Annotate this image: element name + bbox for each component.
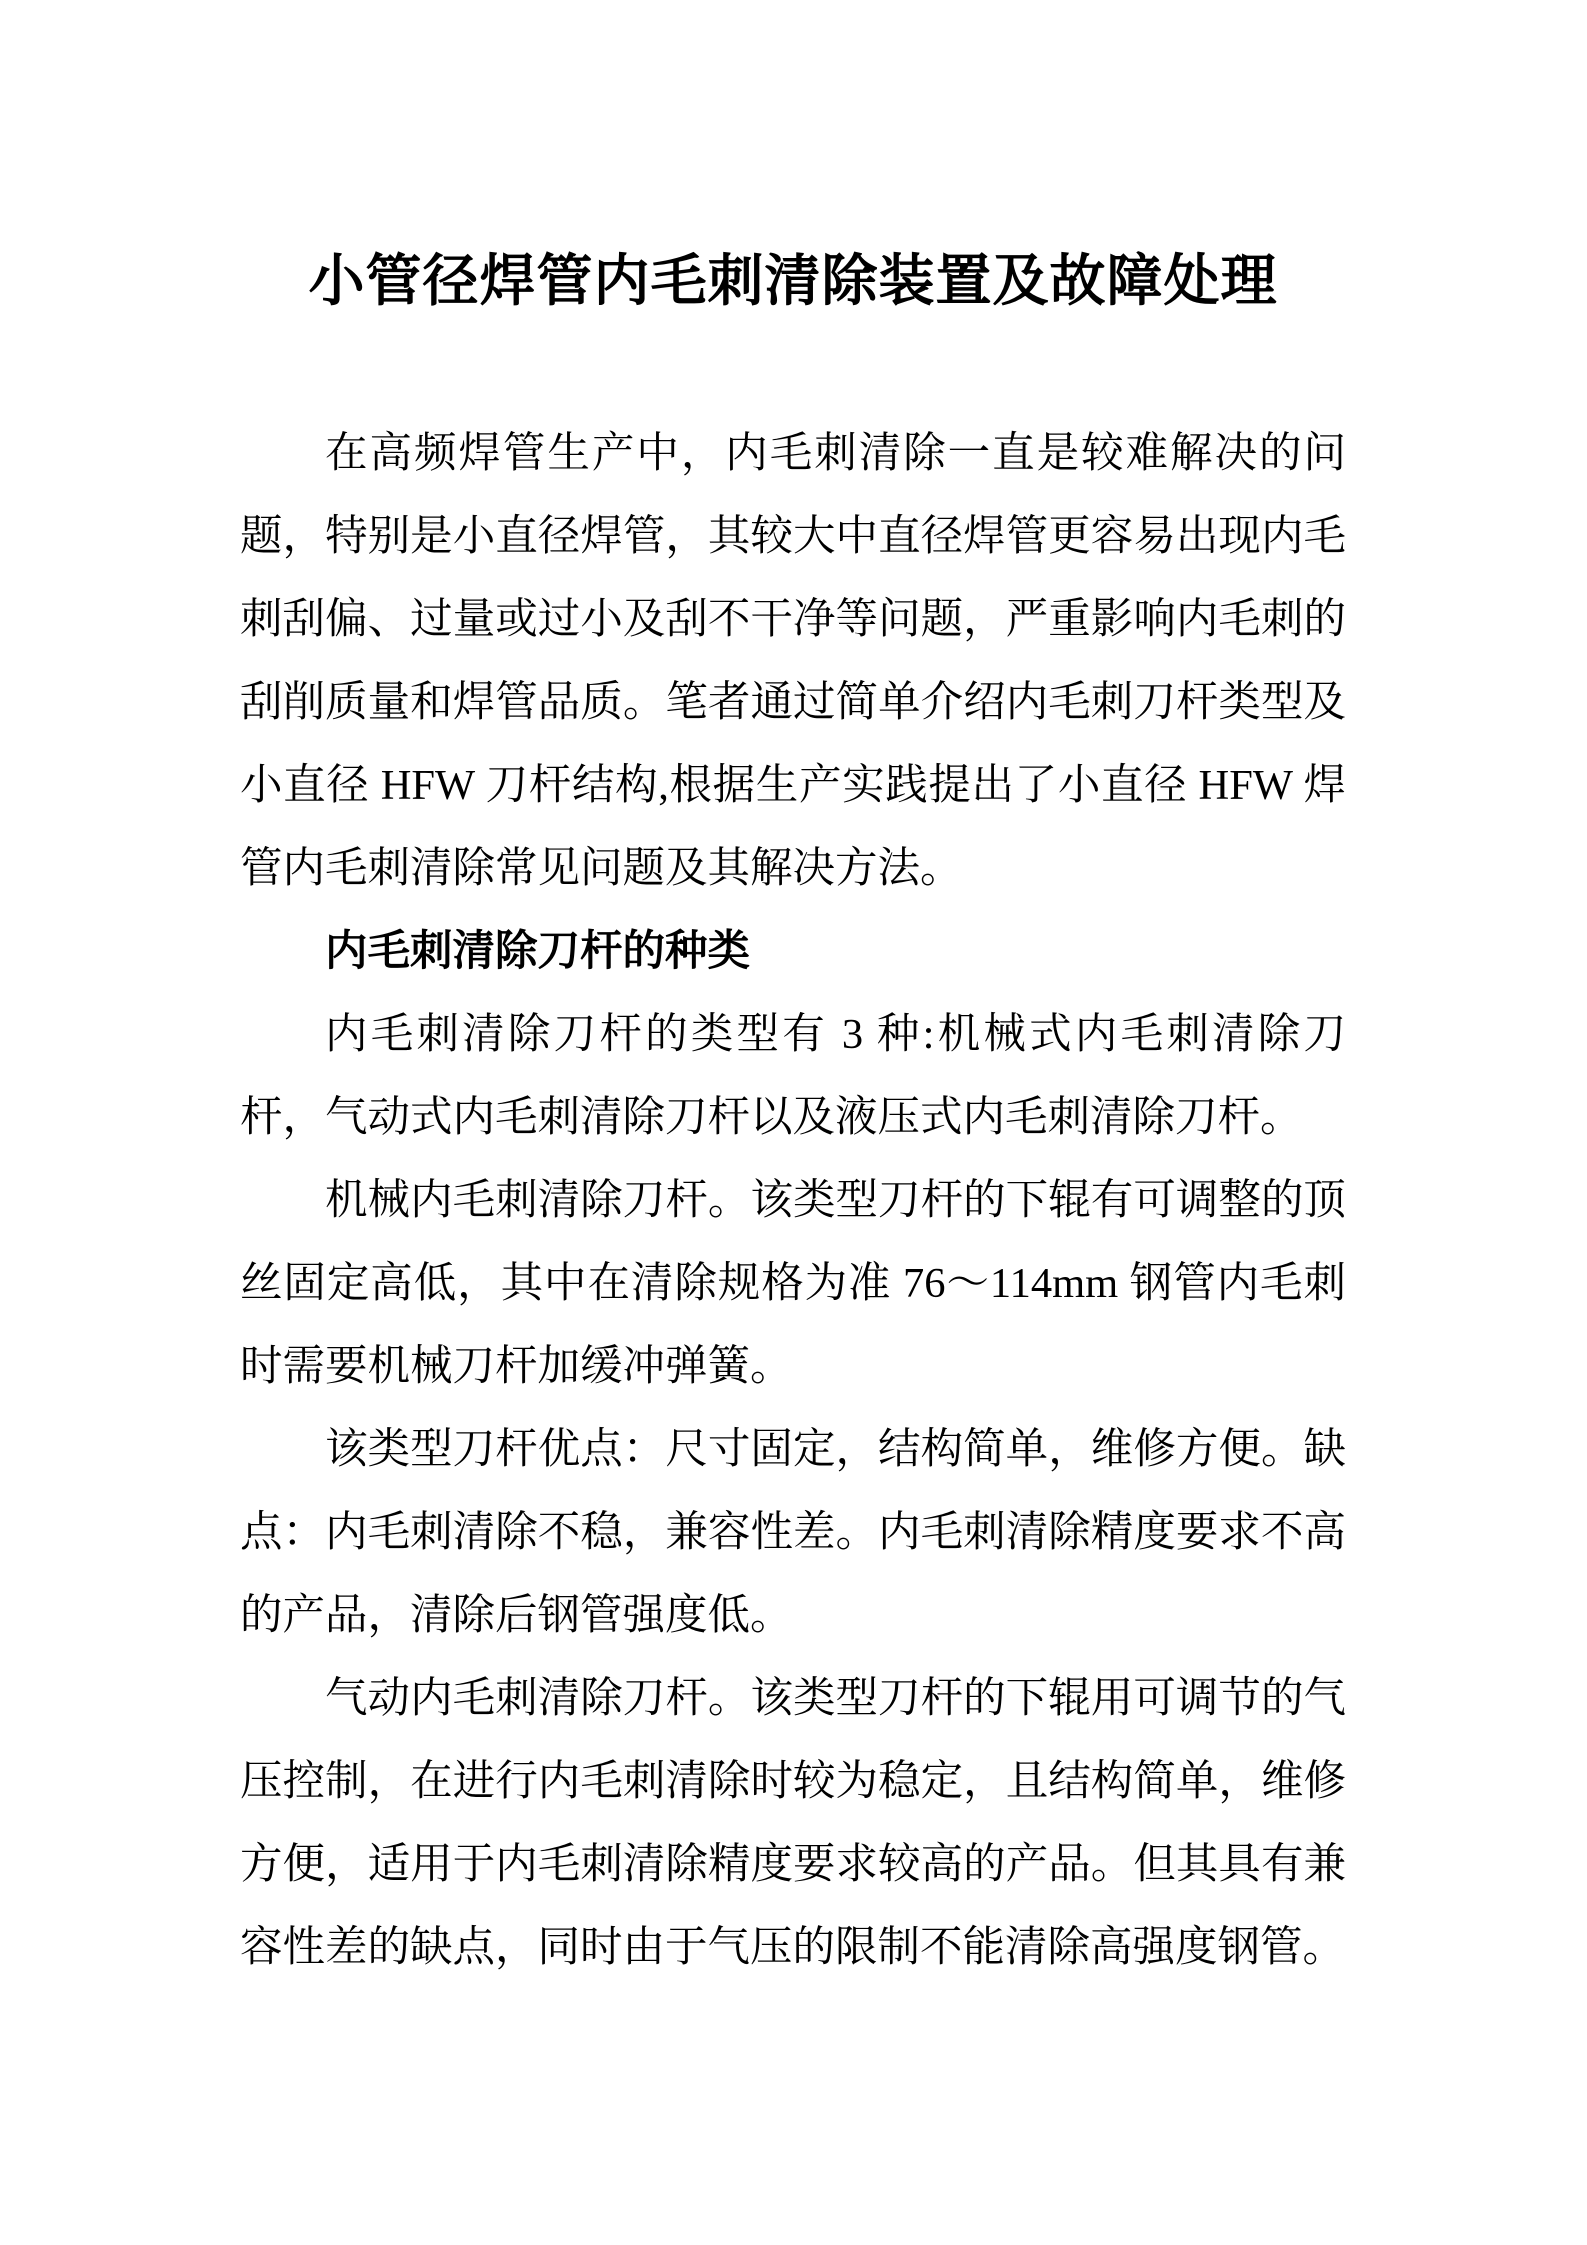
paragraph: 在高频焊管生产中，内毛刺清除一直是较难解决的问题，特别是小直径焊管，其较大中直径焊管更容易出现内毛刺刮偏、过量或过小及刮不干净等问题，严重影响内毛刺的刮削质量和焊管品质。笔者通过简单介绍内毛刺刀杆类型及小直径 HFW 刀杆结构,根据生产实践提出了小直径 HFW 焊管内毛刺清除常见问题及其解决方法。 [240,430,1346,892]
document-content [240,250,1346,1989]
paragraph: 该类型刀杆优点：尺寸固定，结构简单，维修方便。缺点：内毛刺清除不稳，兼容性差。内毛刺清除精度要求不高的产品，清除后钢管强度低。 [240,1426,1346,1639]
paragraph: 内毛刺清除刀杆的类型有 3 种:机械式内毛刺清除刀杆，气动式内毛刺清除刀杆以及液压式内毛刺清除刀杆。 [240,1011,1346,1141]
section-heading: 内毛刺清除刀杆的种类 [325,928,751,975]
document-title: 小管径焊管内毛刺清除装置及故障处理 [308,251,1278,313]
paragraph-list [240,412,1346,1989]
paragraph: 气动内毛刺清除刀杆。该类型刀杆的下辊用可调节的气压控制，在进行内毛刺清除时较为稳定，且结构简单，维修方便，适用于内毛刺清除精度要求较高的产品。但其具有兼容性差的缺点，同时由于气压的限制不能清除高强度钢管。 [240,1675,1346,1971]
paragraph: 机械内毛刺清除刀杆。该类型刀杆的下辊有可调整的顶丝固定高低，其中在清除规格为准 76～114mm 钢管内毛刺时需要机械刀杆加缓冲弹簧。 [240,1177,1346,1390]
